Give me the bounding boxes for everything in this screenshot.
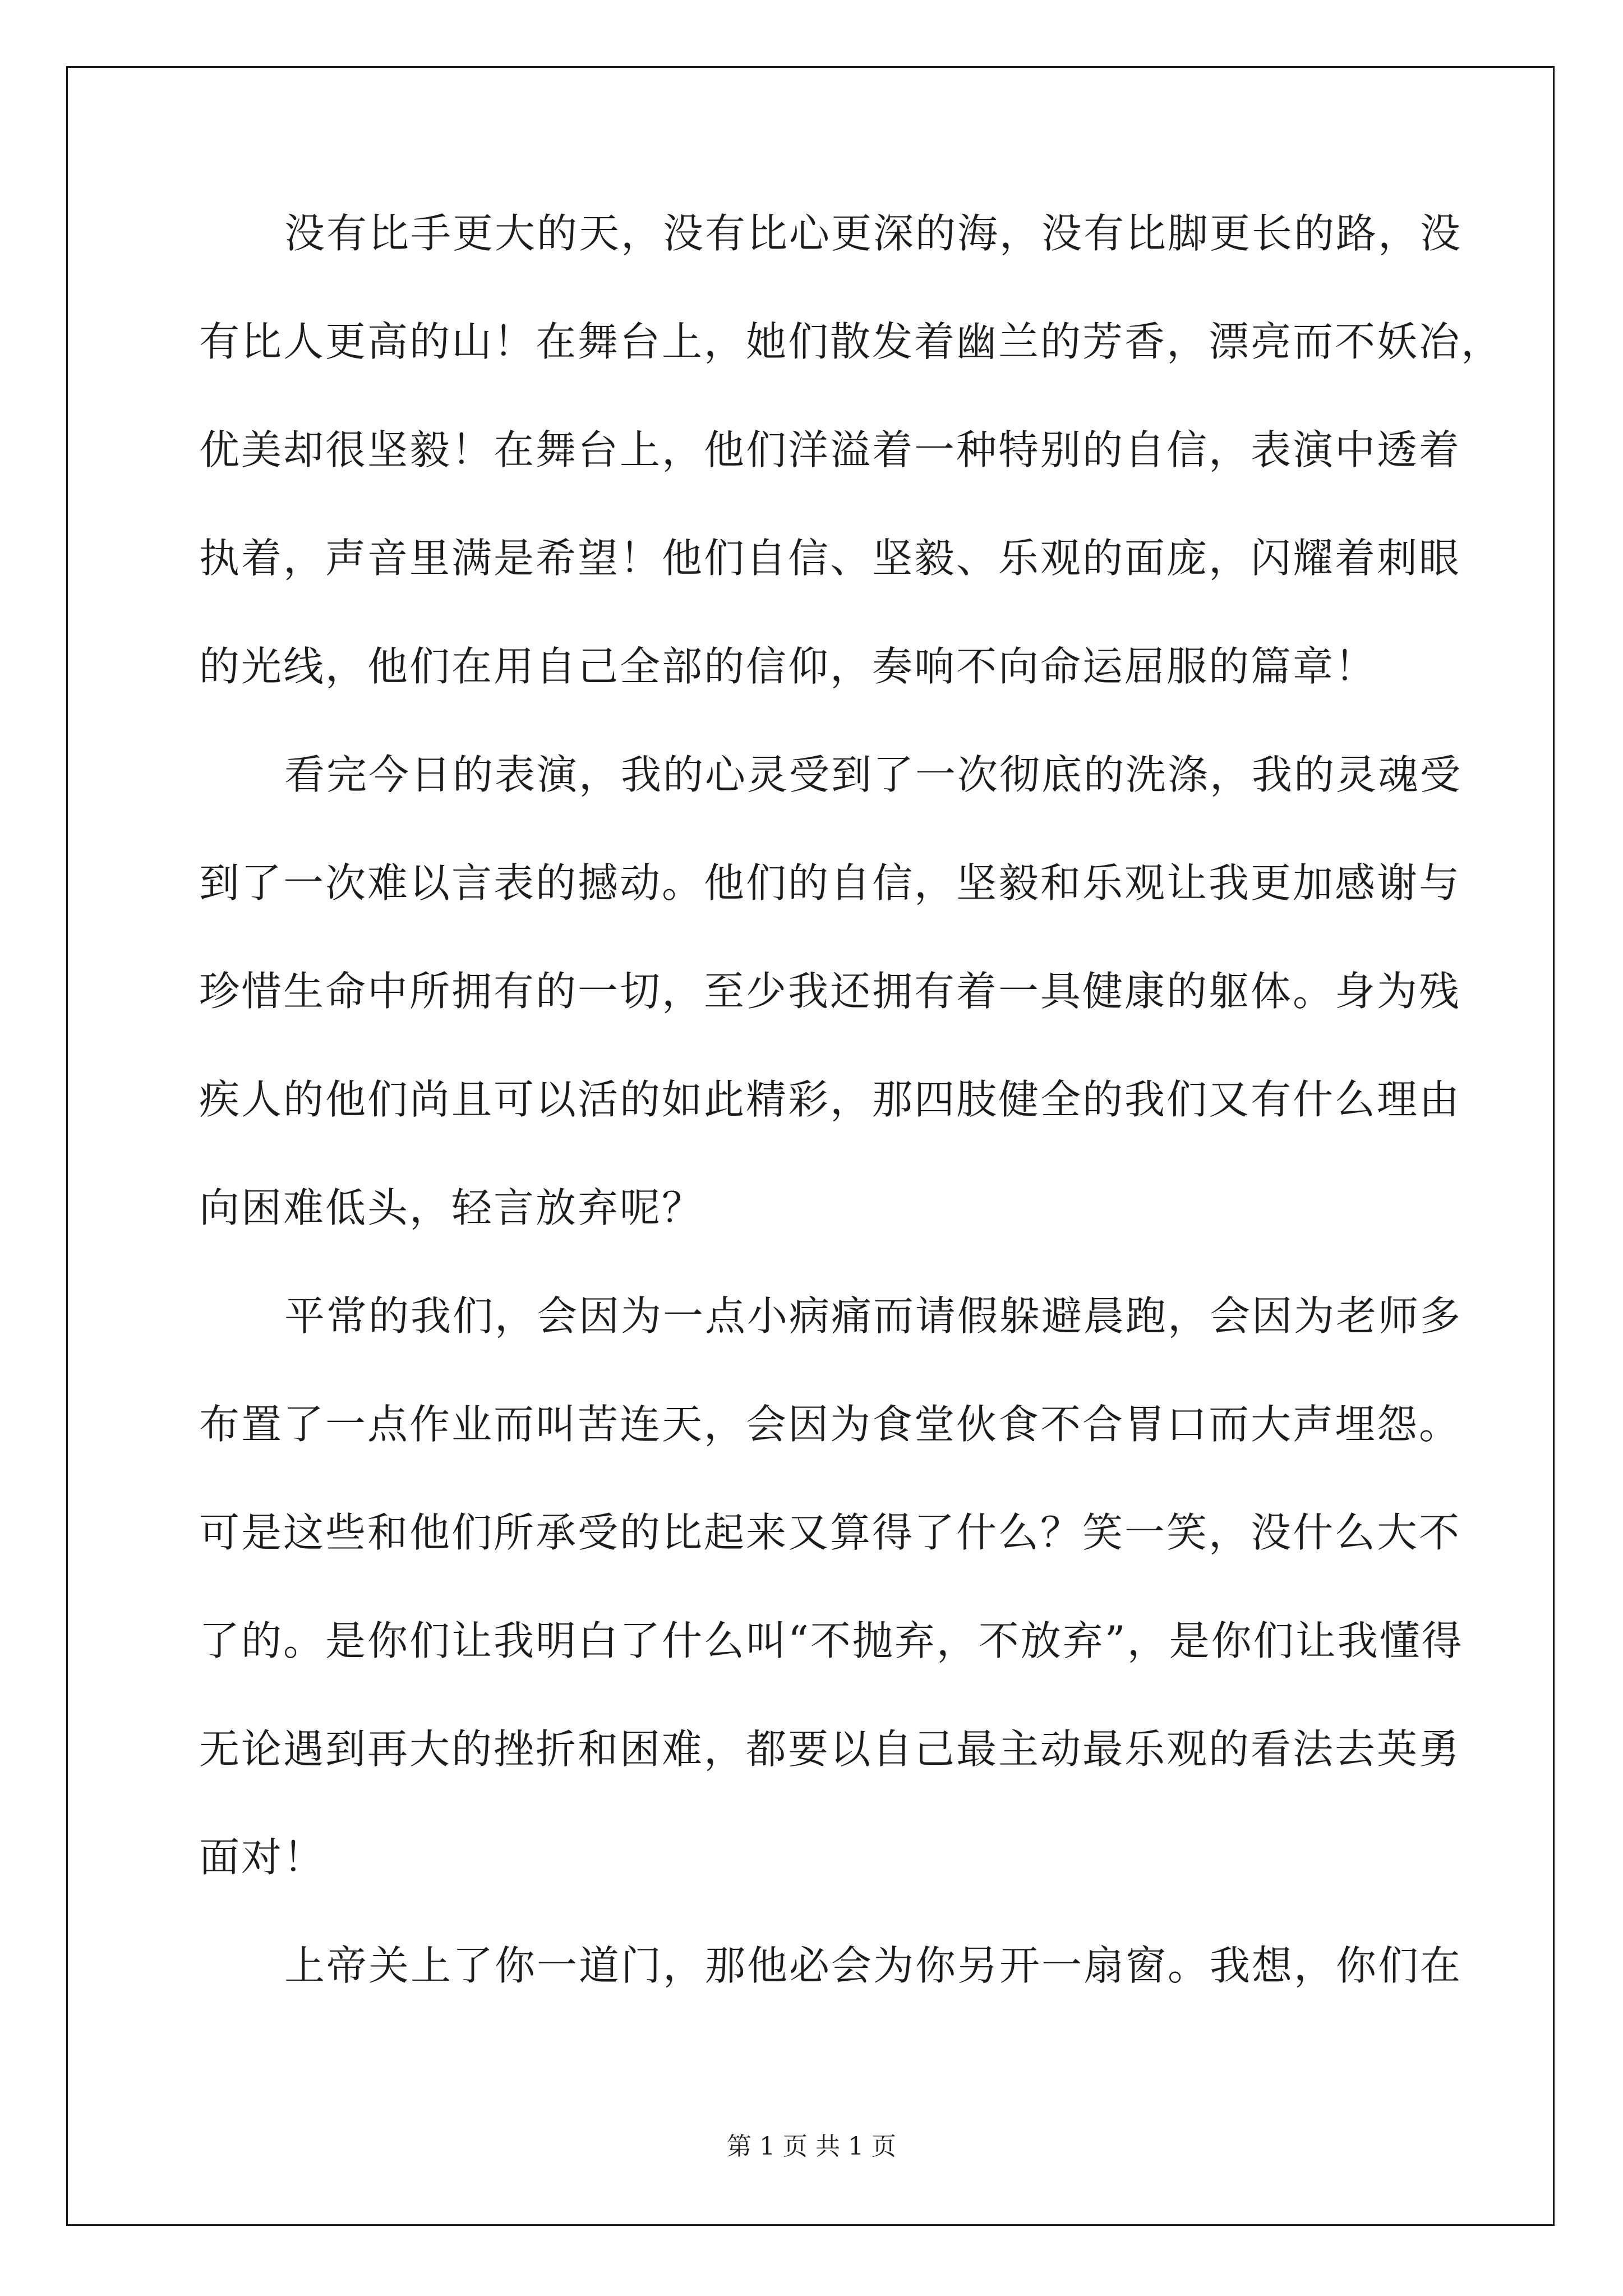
document-body	[199, 210, 1504, 2054]
paragraph-3-line-6: 面对！	[199, 1834, 326, 1881]
paragraph-2-line-5: 向困难低头，轻言放弃呢？	[199, 1184, 704, 1231]
paragraph-3-line-4: 了的。是你们让我明白了什么叫“不抛弃，不放弃”，是你们让我懂得	[199, 1617, 1464, 1664]
paragraph-3-line-2: 布置了一点作业而叫苦连天，会因为食堂伙食不合胃口而大声埋怨。	[199, 1401, 1461, 1448]
paragraph-3-line-1: 平常的我们，会因为一点小病痛而请假躲避晨跑，会因为老师多	[284, 1292, 1463, 1340]
paragraph-1-line-1: 没有比手更大的天，没有比心更深的海，没有比脚更长的路，没	[284, 210, 1463, 257]
paragraph-2-line-2: 到了一次难以言表的撼动。他们的自信，坚毅和乐观让我更加感谢与	[199, 859, 1461, 907]
paragraph-3-line-5: 无论遇到再大的挫折和困难，都要以自己最主动最乐观的看法去英勇	[199, 1726, 1461, 1773]
paragraph-2-line-4: 疾人的他们尚且可以活的如此精彩，那四肢健全的我们又有什么理由	[199, 1076, 1461, 1123]
paragraph-1-line-5: 的光线，他们在用自己全部的信仰，奏响不向命运屈服的篇章！	[199, 643, 1377, 690]
paragraph-2-line-1: 看完今日的表演，我的心灵受到了一次彻底的洗涤，我的灵魂受	[284, 751, 1463, 798]
paragraph-1-line-3: 优美却很坚毅！在舞台上，他们洋溢着一种特别的自信，表演中透着	[199, 426, 1461, 473]
paragraph-3-line-3: 可是这些和他们所承受的比起来又算得了什么？笑一笑，没什么大不	[199, 1509, 1461, 1556]
paragraph-1-line-2: 有比人更高的山！在舞台上，她们散发着幽兰的芳香，漂亮而不妖冶，	[199, 318, 1504, 365]
page-footer	[0, 2126, 1623, 2162]
paragraph-4-line-1: 上帝关上了你一道门，那他必会为你另开一扇窗。我想，你们在	[284, 1942, 1463, 1989]
page-number-label: 第 1 页 共 1 页	[727, 2132, 896, 2161]
paragraph-1-line-4: 执着，声音里满是希望！他们自信、坚毅、乐观的面庞，闪耀着刺眼	[199, 535, 1461, 582]
paragraph-2-line-3: 珍惜生命中所拥有的一切，至少我还拥有着一具健康的躯体。身为残	[199, 968, 1461, 1015]
